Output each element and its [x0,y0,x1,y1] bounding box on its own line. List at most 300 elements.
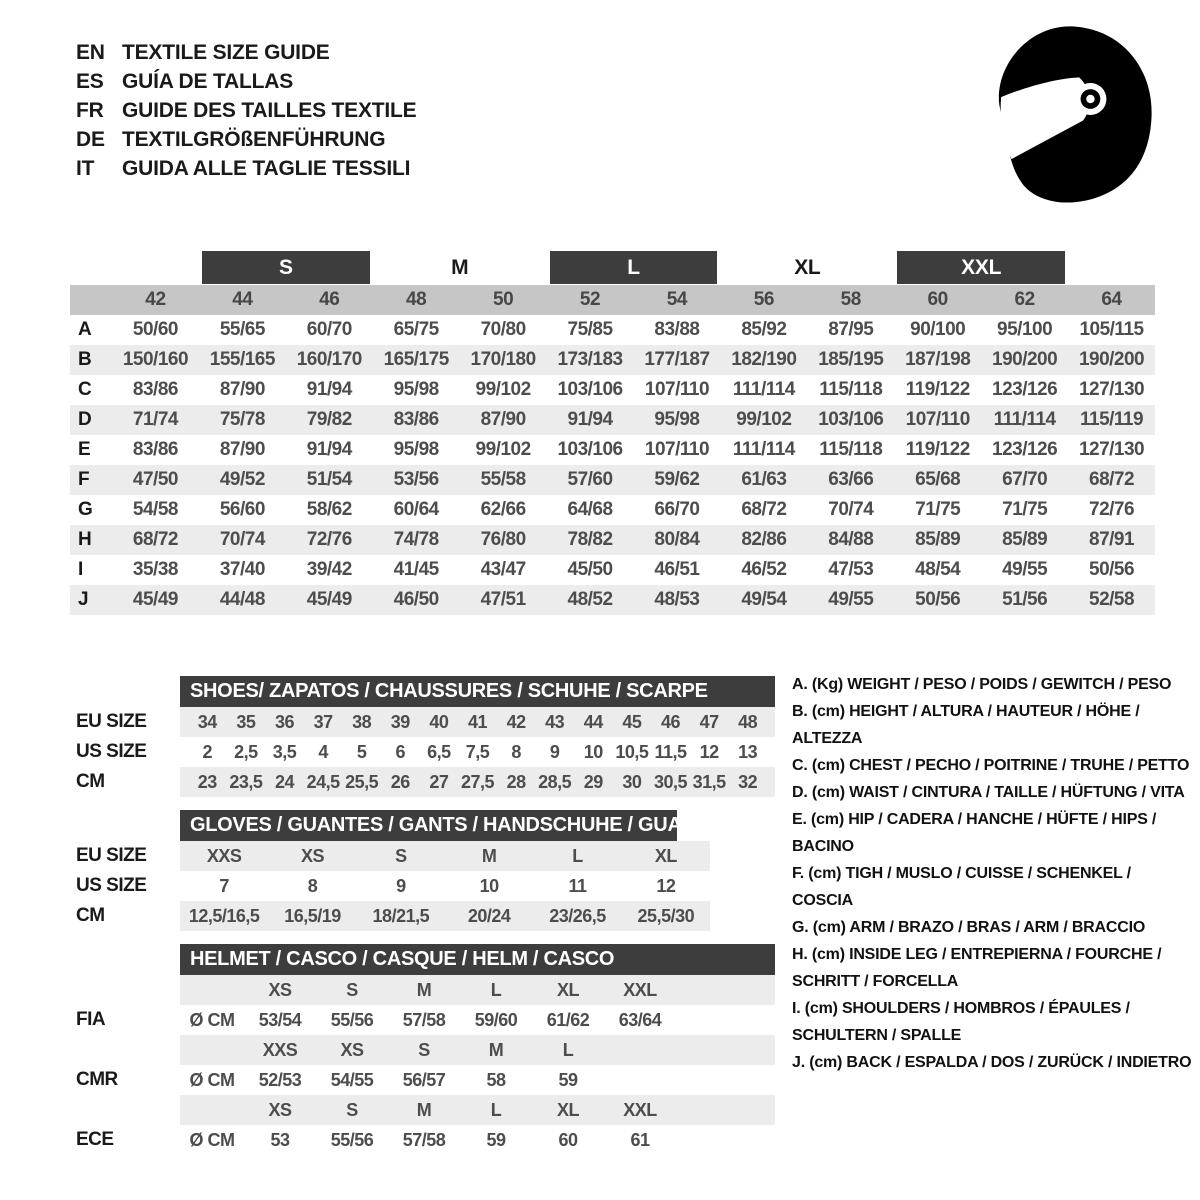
size-value: 62/66 [480,499,526,520]
cell-value: 13 [738,742,758,762]
size-value: 87/91 [1089,529,1135,550]
size-value: 70/74 [828,499,874,520]
cell-value: 9 [549,742,560,762]
size-value: 107/110 [905,409,970,430]
helmet-values-row-fia [60,1005,800,1035]
cell-value: 23,5 [229,772,263,792]
cell-value: 11 [568,876,587,896]
cell-value: 63/64 [618,1010,662,1030]
row-letter: E [78,439,91,460]
size-number: 48 [406,289,427,310]
cell-value: 59/60 [474,1010,518,1030]
helmet-rows [60,975,800,1155]
legend-item: A. (Kg) WEIGHT / PESO / POIDS / GEWITCH / PESO [792,676,1172,693]
cell-value: 44 [583,712,603,732]
cell-value: XXS [206,846,242,866]
shoes-title-bar: SHOES/ ZAPATOS / CHAUSSURES / SCHUHE / SCARPE [180,676,775,707]
unit-label: Ø CM [189,1010,235,1030]
size-number: 62 [1014,289,1035,310]
size-value: 68/72 [741,499,787,520]
helmet-sizes-row [60,1035,800,1065]
guide-title: GUÍA DE TALLAS [122,70,294,93]
size-value: 123/126 [992,379,1058,400]
cell-value: 57/58 [402,1130,446,1150]
size-value: 78/82 [567,529,613,550]
language-code: FR [76,99,104,122]
cell-value: 35 [236,712,256,732]
legend-item: D. (cm) WAIST / CINTURA / TAILLE / HÜFTUNG / VITA [792,784,1185,801]
cell-value: 36 [274,712,294,732]
size-value: 84/88 [828,529,874,550]
cell-value: 59 [558,1070,578,1090]
row-cells [180,841,710,871]
size-value: 47/53 [828,559,874,580]
shoes-rows [60,707,800,797]
cell-value: XL [654,846,677,866]
size-value: 54/58 [132,499,178,520]
language-row [76,67,416,96]
cell-value: 30,5 [653,772,688,792]
size-value: 76/80 [480,529,526,550]
helmet-sizes-row [60,975,800,1005]
size-value: 66/70 [654,499,700,520]
size-value: 60/64 [393,499,439,520]
helmet-size-label: XXL [623,980,657,1000]
size-value: 111/114 [732,439,795,460]
cell-value: 61 [630,1130,650,1150]
size-value: 70/74 [219,529,265,550]
cell-value: 27 [429,772,449,792]
size-value: 107/110 [644,439,710,460]
cell-value: M [481,846,497,866]
language-code: IT [76,157,95,180]
cell-value: 57/58 [402,1010,446,1030]
unit-label: Ø CM [189,1130,235,1150]
row-cells [180,1035,775,1065]
row-cells [180,1095,775,1125]
cell-value: 3,5 [272,742,297,762]
size-value: 58/62 [306,499,352,520]
size-value: 51/56 [1002,589,1048,610]
sub-row [60,901,800,931]
size-value: 72/76 [1089,499,1135,520]
size-value: 45/49 [306,589,352,610]
helmet-sizes-row [60,1095,800,1125]
size-numbers-row [70,285,1155,315]
cell-value: 39 [390,712,410,732]
size-number: 64 [1101,289,1122,310]
size-value: 64/68 [567,499,613,520]
cell-value: 28,5 [538,772,572,792]
size-value: 91/94 [306,439,352,460]
size-number: 56 [753,289,775,310]
cell-value: 29 [583,772,603,792]
cell-value: 23 [197,772,217,792]
size-number: 42 [145,289,166,310]
cell-value: 55/56 [330,1010,374,1030]
size-value: 61/63 [741,469,787,490]
row-letter: J [78,589,89,610]
cell-value: 6 [395,742,406,762]
cell-value: XS [300,846,324,866]
cell-value: 25,5 [345,772,379,792]
legend-item: C. (cm) CHEST / PECHO / POITRINE / TRUHE / PETTO [792,757,1190,774]
sub-row [60,871,800,901]
helmet-size-label: XS [268,980,292,1000]
helmet-values-row-ece [60,1125,800,1155]
size-value: 71/75 [915,499,961,520]
row-label: EU SIZE [76,711,147,732]
size-value: 49/55 [828,589,874,610]
language-row [76,96,416,125]
cell-value: 31,5 [692,772,726,792]
size-value: 85/89 [915,529,961,550]
textile-size-table [70,250,1155,615]
legend-item: H. (cm) INSIDE LEG / ENTREPIERNA / FOURCHE / SCHRITT / FORCELLA [792,946,1162,990]
size-value: 119/122 [905,379,970,400]
cell-value: 6,5 [427,742,451,762]
cell-value: 27,5 [460,772,495,792]
size-value: 55/65 [219,319,265,340]
cell-value: 37 [313,712,333,732]
measurement-legend [792,671,1196,1076]
size-header-row [70,250,1155,284]
cell-value: 58 [486,1070,506,1090]
cell-value: 18/21,5 [372,906,430,926]
cell-value: 12 [699,742,719,762]
cell-value: 60 [558,1130,578,1150]
size-number: 44 [232,289,253,310]
row-label: US SIZE [76,741,147,762]
language-title-list [76,38,416,183]
cell-value: 40 [429,712,449,732]
size-value: 50/56 [915,589,961,610]
cell-value: 26 [390,772,410,792]
size-value: 90/100 [910,319,966,340]
size-value: 45/50 [567,559,613,580]
cell-value: 25,5/30 [637,906,695,926]
row-letter: F [78,469,90,490]
size-value: 115/118 [819,439,883,460]
cell-value: 28 [506,772,526,792]
racing-helmet-icon [972,20,1160,208]
gloves-title-bar: GLOVES / GUANTES / GANTS / HANDSCHUHE / GUANTI [180,810,677,841]
size-value: 99/102 [475,379,531,400]
size-value: 70/80 [480,319,526,340]
cell-value: 12 [656,876,676,896]
helmet-size-label: S [418,1040,430,1060]
size-value: 48/52 [567,589,613,610]
cell-value: 12,5/16,5 [188,906,260,926]
measure-row-b [70,345,1155,375]
cell-value: 10,5 [615,742,649,762]
row-cells [180,1065,775,1095]
size-value: 190/200 [992,349,1058,370]
size-value: 67/70 [1002,469,1048,490]
size-value: 103/106 [818,409,884,430]
legend-item: I. (cm) SHOULDERS / HOMBROS / ÉPAULES / SCHULTERN / SPALLE [792,1000,1130,1044]
size-value: 60/70 [306,319,352,340]
unit-label: Ø CM [189,1070,235,1090]
size-value: 49/54 [741,589,787,610]
cell-value: 48 [738,712,758,732]
legend-item: B. (cm) HEIGHT / ALTURA / HAUTEUR / HÖHE / ALTEZZA [792,703,1140,747]
cell-value: 38 [352,712,372,732]
size-value: 44/48 [219,589,265,610]
cell-value: 2,5 [234,742,258,762]
standard-label: CMR [76,1069,118,1090]
size-number: 58 [840,289,861,310]
row-letter: G [78,499,93,520]
size-value: 115/118 [819,379,883,400]
size-number: 50 [492,289,514,310]
size-value: 71/75 [1002,499,1048,520]
helmet-size-label: M [416,980,432,1000]
size-value: 65/68 [915,469,961,490]
size-value: 53/56 [393,469,439,490]
size-value: 45/49 [132,589,178,610]
size-header-xl: XL [794,255,821,279]
row-label: CM [76,905,105,926]
size-value: 65/75 [393,319,439,340]
row-cells [180,901,710,931]
size-value: 55/58 [480,469,526,490]
cell-value: 45 [622,712,642,732]
size-value: 79/82 [306,409,352,430]
measure-row-e [70,435,1155,465]
size-value: 187/198 [905,349,971,370]
row-label [60,975,180,1005]
size-value: 95/98 [654,409,700,430]
size-value: 87/95 [828,319,874,340]
row-cells [180,767,775,797]
guide-title: GUIDA ALLE TAGLIE TESSILI [122,157,411,180]
cell-value: L [572,846,583,866]
helmet-size-label: XXL [623,1100,657,1120]
cell-value: 10 [479,876,499,896]
row-cells [180,1005,775,1035]
legend-item: G. (cm) ARM / BRAZO / BRAS / ARM / BRACCIO [792,919,1146,936]
helmet-size-label: L [490,980,502,1000]
size-value: 68/72 [132,529,178,550]
sub-row [60,707,800,737]
size-value: 83/88 [654,319,700,340]
row-letter: H [78,529,92,550]
size-value: 63/66 [828,469,874,490]
row-letter: C [78,379,92,400]
size-value: 91/94 [306,379,352,400]
size-value: 75/85 [567,319,613,340]
size-number: 46 [319,289,340,310]
size-value: 50/56 [1089,559,1135,580]
helmet-size-label: XXS [262,1040,298,1060]
size-value: 85/89 [1002,529,1048,550]
measure-row-f [70,465,1155,495]
size-value: 72/76 [306,529,352,550]
size-value: 48/53 [654,589,700,610]
size-value: 68/72 [1089,469,1135,490]
helmet-size-label: L [490,1100,502,1120]
language-row [76,38,416,67]
cell-value: 53 [270,1130,290,1150]
cell-value: 32 [738,772,758,792]
size-value: 127/130 [1078,379,1145,400]
row-cells [180,707,775,737]
cell-value: 43 [545,712,565,732]
helmet-size-label: XS [268,1100,292,1120]
cell-value: 7 [219,876,229,896]
size-value: 170/180 [470,349,536,370]
size-value: 95/98 [393,439,439,460]
size-value: 82/86 [741,529,787,550]
size-value: 91/94 [567,409,613,430]
size-value: 83/86 [393,409,439,430]
cell-value: 41 [467,712,487,732]
size-header-m: M [451,255,469,279]
cell-value: 52/53 [258,1070,302,1090]
helmet-size-label: XL [556,980,579,1000]
language-code: ES [76,70,104,93]
cell-value: 55/56 [330,1130,374,1150]
helmet-size-label: L [562,1040,574,1060]
helmet-size-label: XS [340,1040,364,1060]
row-letter: B [78,349,92,370]
size-value: 39/42 [306,559,352,580]
size-value: 182/190 [731,349,797,370]
legend-item: J. (cm) BACK / ESPALDA / DOS / ZURÜCK / INDIETRO [792,1054,1192,1071]
row-label [60,1035,180,1065]
row-label: EU SIZE [76,845,147,866]
row-cells [180,737,775,767]
legend-item: F. (cm) TIGH / MUSLO / CUISSE / SCHENKEL / COSCIA [792,865,1131,909]
helmet-size-label: M [416,1100,432,1120]
cell-value: 47 [699,712,719,732]
legend-item: E. (cm) HIP / CADERA / HANCHE / HÜFTE / HIPS / BACINO [792,811,1157,855]
cell-value: 34 [197,712,217,732]
cell-value: 24,5 [306,772,340,792]
size-header-s: S [202,251,370,284]
size-value: 150/160 [122,349,189,370]
size-value: 75/78 [219,409,265,430]
cell-value: 20/24 [467,906,511,926]
language-row [76,154,416,183]
size-value: 59/62 [654,469,700,490]
size-value: 43/47 [480,559,526,580]
sub-row [60,737,800,767]
size-value: 46/50 [393,589,439,610]
size-value: 87/90 [480,409,526,430]
helmet-size-table [60,944,800,1155]
sub-row [60,767,800,797]
size-value: 115/119 [1079,409,1144,430]
size-value: 105/115 [1079,319,1144,340]
row-label [60,1095,180,1125]
size-value: 74/78 [393,529,439,550]
size-value: 57/60 [567,469,613,490]
size-value: 99/102 [736,409,792,430]
size-value: 83/86 [132,379,178,400]
cell-value: 9 [396,876,406,896]
measure-row-a [70,315,1155,345]
row-cells [180,975,775,1005]
cell-value: 53/54 [258,1010,302,1030]
cell-value: 56/57 [402,1070,446,1090]
size-value: 185/195 [818,349,884,370]
cell-value: 4 [318,742,328,762]
cell-value: 24 [274,772,294,792]
size-value: 99/102 [475,439,531,460]
cell-value: 59 [486,1130,506,1150]
size-value: 51/54 [306,469,352,490]
size-value: 49/55 [1002,559,1048,580]
size-number: 60 [927,289,948,310]
size-value: 46/52 [741,559,787,580]
size-value: 37/40 [219,559,265,580]
size-value: 173/183 [557,349,623,370]
size-value: 95/98 [393,379,439,400]
size-value: 165/175 [383,349,449,370]
gloves-size-table [60,810,800,931]
measure-row-d [70,405,1155,435]
cell-value: 23/26,5 [549,906,606,926]
measure-rows [70,315,1155,615]
cell-value: 30 [622,772,642,792]
size-value: 119/122 [905,439,970,460]
helmet-size-label: S [346,980,358,1000]
size-value: 127/130 [1078,439,1145,460]
cell-value: 46 [660,712,680,732]
size-value: 41/45 [393,559,439,580]
size-value: 95/100 [997,319,1053,340]
cell-value: S [395,846,407,866]
gloves-rows [60,841,800,931]
size-value: 160/170 [296,349,362,370]
measure-row-h [70,525,1155,555]
helmet-size-label: S [346,1100,358,1120]
size-value: 47/51 [480,589,526,610]
cell-value: 5 [356,742,367,762]
cell-value: 54/55 [330,1070,374,1090]
size-value: 87/90 [219,439,265,460]
cell-value: 42 [506,712,526,732]
row-letter: A [78,319,92,340]
size-value: 71/74 [132,409,178,430]
row-letter: D [78,409,92,430]
cell-value: 8 [511,742,521,762]
cell-value: 7,5 [465,742,490,762]
guide-title: GUIDE DES TAILLES TEXTILE [122,99,417,122]
language-code: EN [76,41,105,64]
row-cells [180,871,710,901]
shoes-size-table [60,676,800,797]
size-value: 83/86 [132,439,178,460]
helmet-values-row-cmr [60,1065,800,1095]
cell-value: 16,5/19 [284,906,341,926]
size-value: 85/92 [741,319,787,340]
size-value: 80/84 [654,529,700,550]
sub-row [60,841,800,871]
standard-label: FIA [76,1009,106,1030]
size-value: 190/200 [1078,349,1145,370]
size-value: 50/60 [132,319,178,340]
size-value: 107/110 [644,379,710,400]
size-value: 46/51 [654,559,700,580]
size-value: 123/126 [992,439,1058,460]
size-value: 155/165 [209,349,275,370]
row-label: US SIZE [76,875,147,896]
size-number: 54 [666,289,688,310]
size-value: 87/90 [219,379,265,400]
